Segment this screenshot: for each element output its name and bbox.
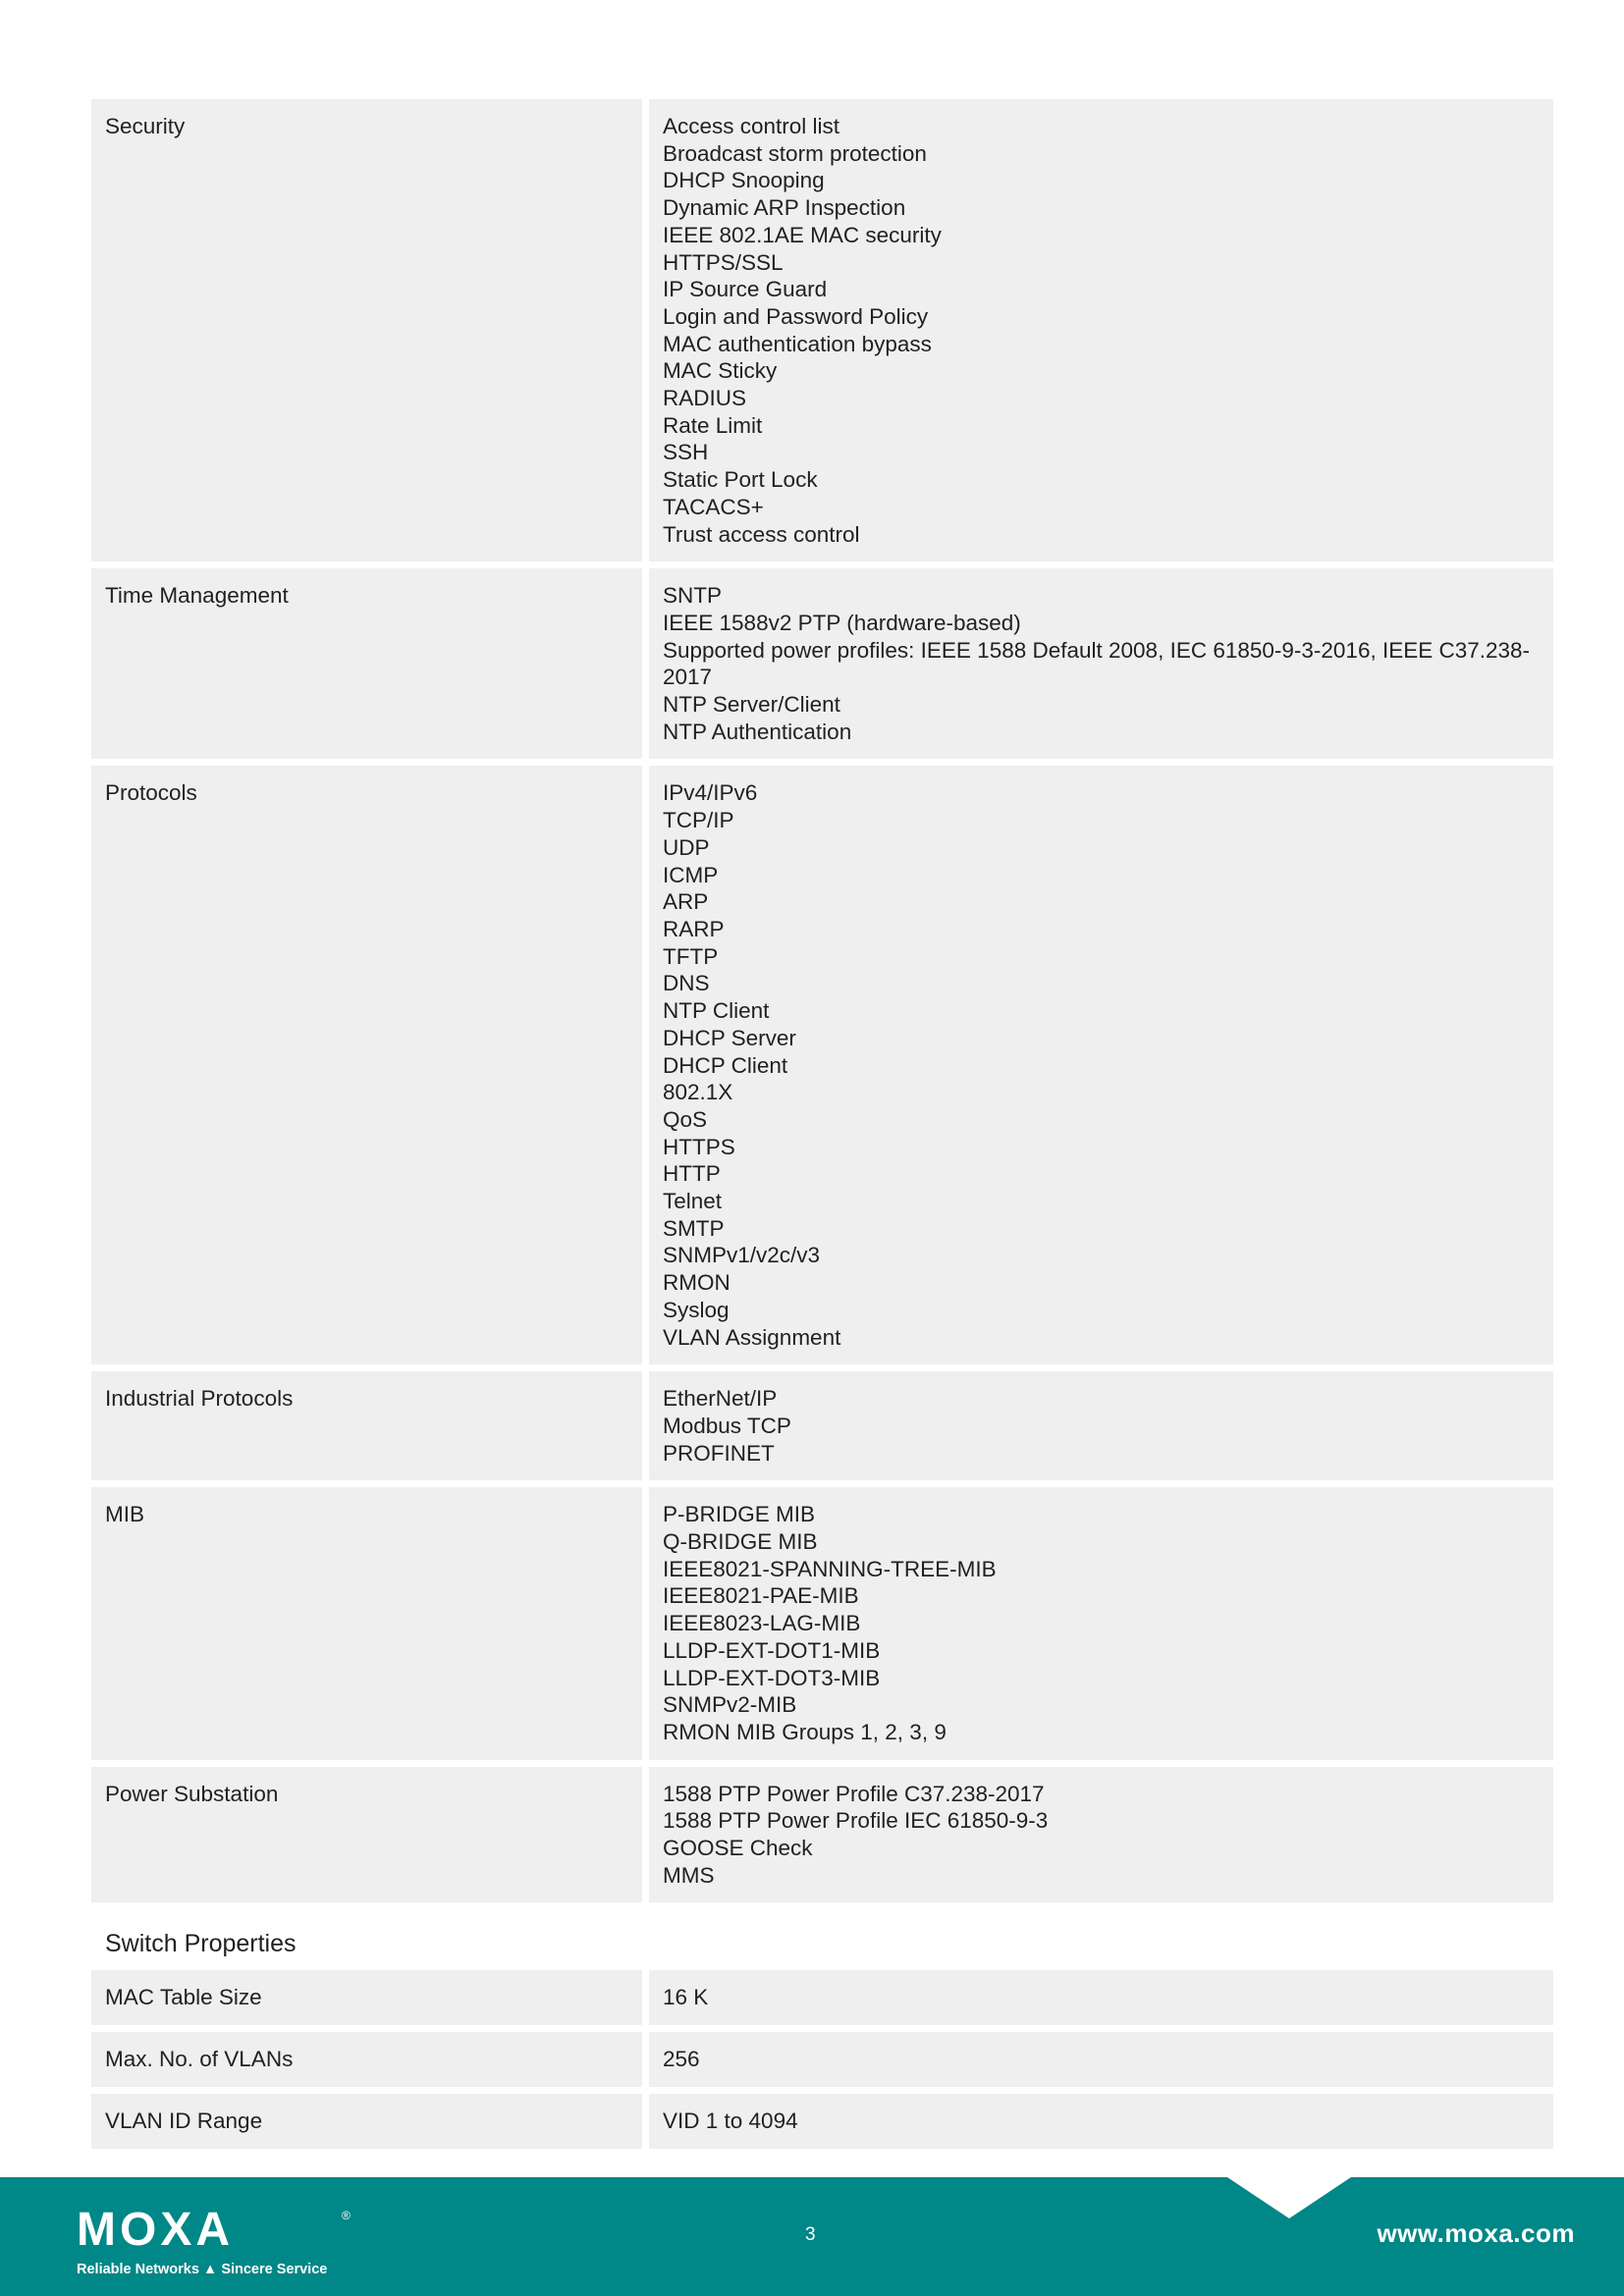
spec-value-item: VLAN Assignment bbox=[663, 1324, 841, 1350]
spec-row-values bbox=[649, 568, 1553, 759]
spec-value-item: IEEE 802.1AE MAC security bbox=[663, 222, 942, 247]
spec-row-values bbox=[649, 1767, 1553, 1903]
spec-value-item: MMS bbox=[663, 1862, 715, 1888]
spec-table bbox=[91, 99, 1553, 2156]
logo-wordmark: MOXA bbox=[77, 2204, 234, 2256]
spec-value-item: IPv4/IPv6 bbox=[663, 780, 758, 806]
spec-value-item: ARP bbox=[663, 889, 709, 915]
spec-value-item: IEEE8021-PAE-MIB bbox=[663, 1583, 859, 1609]
website-link[interactable]: www.moxa.com bbox=[1377, 2218, 1575, 2248]
page-footer bbox=[0, 2177, 1624, 2296]
spec-value-item: 1588 PTP Power Profile C37.238-2017 bbox=[663, 1781, 1045, 1806]
switch-property-label: Max. No. of VLANs bbox=[91, 2032, 642, 2087]
spec-value-item: Trust access control bbox=[663, 521, 860, 547]
spec-value-item: TCP/IP bbox=[663, 808, 734, 833]
spec-value-item: MAC Sticky bbox=[663, 358, 778, 384]
spec-value-item: LLDP-EXT-DOT3-MIB bbox=[663, 1665, 881, 1690]
switch-properties-rows bbox=[91, 1970, 1553, 2148]
spec-row-values bbox=[649, 1487, 1553, 1759]
spec-value-item: GOOSE Check bbox=[663, 1836, 813, 1861]
registered-mark-icon: ® bbox=[342, 2209, 351, 2222]
page-number: 3 bbox=[805, 2224, 816, 2245]
spec-value-item: P-BRIDGE MIB bbox=[663, 1502, 816, 1527]
spec-value-item: Modbus TCP bbox=[663, 1413, 791, 1438]
spec-value-item: IEEE8023-LAG-MIB bbox=[663, 1611, 861, 1636]
spec-row-label: Time Management bbox=[91, 568, 642, 759]
spec-value-item: RADIUS bbox=[663, 386, 747, 411]
spec-value-item: 1588 PTP Power Profile IEC 61850-9-3 bbox=[663, 1808, 1049, 1834]
spec-rows bbox=[91, 99, 1553, 1902]
spec-value-item: SMTP bbox=[663, 1215, 725, 1241]
switch-property-label: VLAN ID Range bbox=[91, 2094, 642, 2149]
spec-row bbox=[91, 568, 1553, 759]
switch-property-row bbox=[91, 1970, 1553, 2025]
switch-property-value: VID 1 to 4094 bbox=[649, 2094, 1553, 2149]
spec-value-item: TACACS+ bbox=[663, 494, 764, 519]
spec-value-item: NTP Authentication bbox=[663, 719, 852, 744]
spec-value-item: PROFINET bbox=[663, 1440, 775, 1466]
spec-row bbox=[91, 1487, 1553, 1759]
spec-value-item: HTTP bbox=[663, 1161, 721, 1187]
spec-value-item: Q-BRIDGE MIB bbox=[663, 1529, 818, 1555]
spec-value-item: QoS bbox=[663, 1106, 708, 1132]
spec-value-item: Rate Limit bbox=[663, 412, 763, 438]
spec-value-item: TFTP bbox=[663, 943, 719, 969]
switch-property-value: 16 K bbox=[649, 1970, 1553, 2025]
spec-value-item: LLDP-EXT-DOT1-MIB bbox=[663, 1637, 881, 1663]
spec-value-item: SSH bbox=[663, 440, 709, 465]
spec-row-label: Security bbox=[91, 99, 642, 561]
spec-value-item: Syslog bbox=[663, 1297, 730, 1322]
spec-row bbox=[91, 1371, 1553, 1480]
spec-value-item: MAC authentication bypass bbox=[663, 331, 932, 356]
spec-row-label: MIB bbox=[91, 1487, 642, 1759]
spec-row-values bbox=[649, 99, 1553, 561]
spec-value-item: DHCP Server bbox=[663, 1025, 796, 1050]
spec-value-item: Access control list bbox=[663, 114, 840, 138]
spec-value-item: Supported power profiles: IEEE 1588 Default 2008, IEC 61850-9-3-2016, IEEE C37.238-2017 bbox=[663, 637, 1531, 690]
spec-value-item: RMON bbox=[663, 1270, 731, 1296]
switch-property-label: MAC Table Size bbox=[91, 1970, 642, 2025]
spec-row-values bbox=[649, 1371, 1553, 1480]
switch-property-value: 256 bbox=[649, 2032, 1553, 2087]
spec-value-item: UDP bbox=[663, 834, 710, 860]
spec-value-item: Telnet bbox=[663, 1189, 723, 1214]
spec-value-item: RMON MIB Groups 1, 2, 3, 9 bbox=[663, 1719, 947, 1744]
switch-properties-heading: Switch Properties bbox=[105, 1930, 297, 1958]
spec-value-item: NTP Client bbox=[663, 998, 770, 1024]
spec-value-item: ICMP bbox=[663, 862, 719, 887]
spec-value-item: SNMPv1/v2c/v3 bbox=[663, 1243, 821, 1268]
spec-row bbox=[91, 99, 1553, 561]
spec-value-item: 802.1X bbox=[663, 1080, 733, 1105]
spec-value-item: SNMPv2-MIB bbox=[663, 1692, 797, 1718]
spec-value-item: SNTP bbox=[663, 583, 723, 609]
spec-value-item: Static Port Lock bbox=[663, 467, 818, 493]
footer-notch bbox=[1227, 2177, 1351, 2218]
logo-tagline: Reliable Networks ▲ Sincere Service bbox=[77, 2262, 328, 2277]
spec-value-item: IEEE 1588v2 PTP (hardware-based) bbox=[663, 610, 1021, 635]
spec-value-item: IEEE8021-SPANNING-TREE-MIB bbox=[663, 1556, 997, 1581]
spec-value-item: Broadcast storm protection bbox=[663, 140, 927, 166]
spec-value-item: DNS bbox=[663, 971, 710, 996]
spec-row-label: Industrial Protocols bbox=[91, 1371, 642, 1480]
spec-value-item: DHCP Snooping bbox=[663, 168, 825, 193]
spec-row-label: Power Substation bbox=[91, 1767, 642, 1903]
spec-value-item: Login and Password Policy bbox=[663, 303, 929, 329]
spec-value-item: RARP bbox=[663, 916, 725, 941]
spec-value-item: HTTPS/SSL bbox=[663, 249, 784, 275]
spec-value-item: EtherNet/IP bbox=[663, 1386, 778, 1412]
spec-row bbox=[91, 766, 1553, 1364]
spec-row-values bbox=[649, 766, 1553, 1364]
spec-value-item: HTTPS bbox=[663, 1134, 735, 1159]
moxa-logo bbox=[77, 2204, 352, 2277]
switch-property-row bbox=[91, 2032, 1553, 2087]
spec-value-item: NTP Server/Client bbox=[663, 692, 840, 718]
spec-value-item: IP Source Guard bbox=[663, 277, 828, 302]
spec-row-label: Protocols bbox=[91, 766, 642, 1364]
spec-value-item: Dynamic ARP Inspection bbox=[663, 195, 906, 221]
spec-row bbox=[91, 1767, 1553, 1903]
switch-property-row bbox=[91, 2094, 1553, 2149]
spec-value-item: DHCP Client bbox=[663, 1052, 788, 1078]
